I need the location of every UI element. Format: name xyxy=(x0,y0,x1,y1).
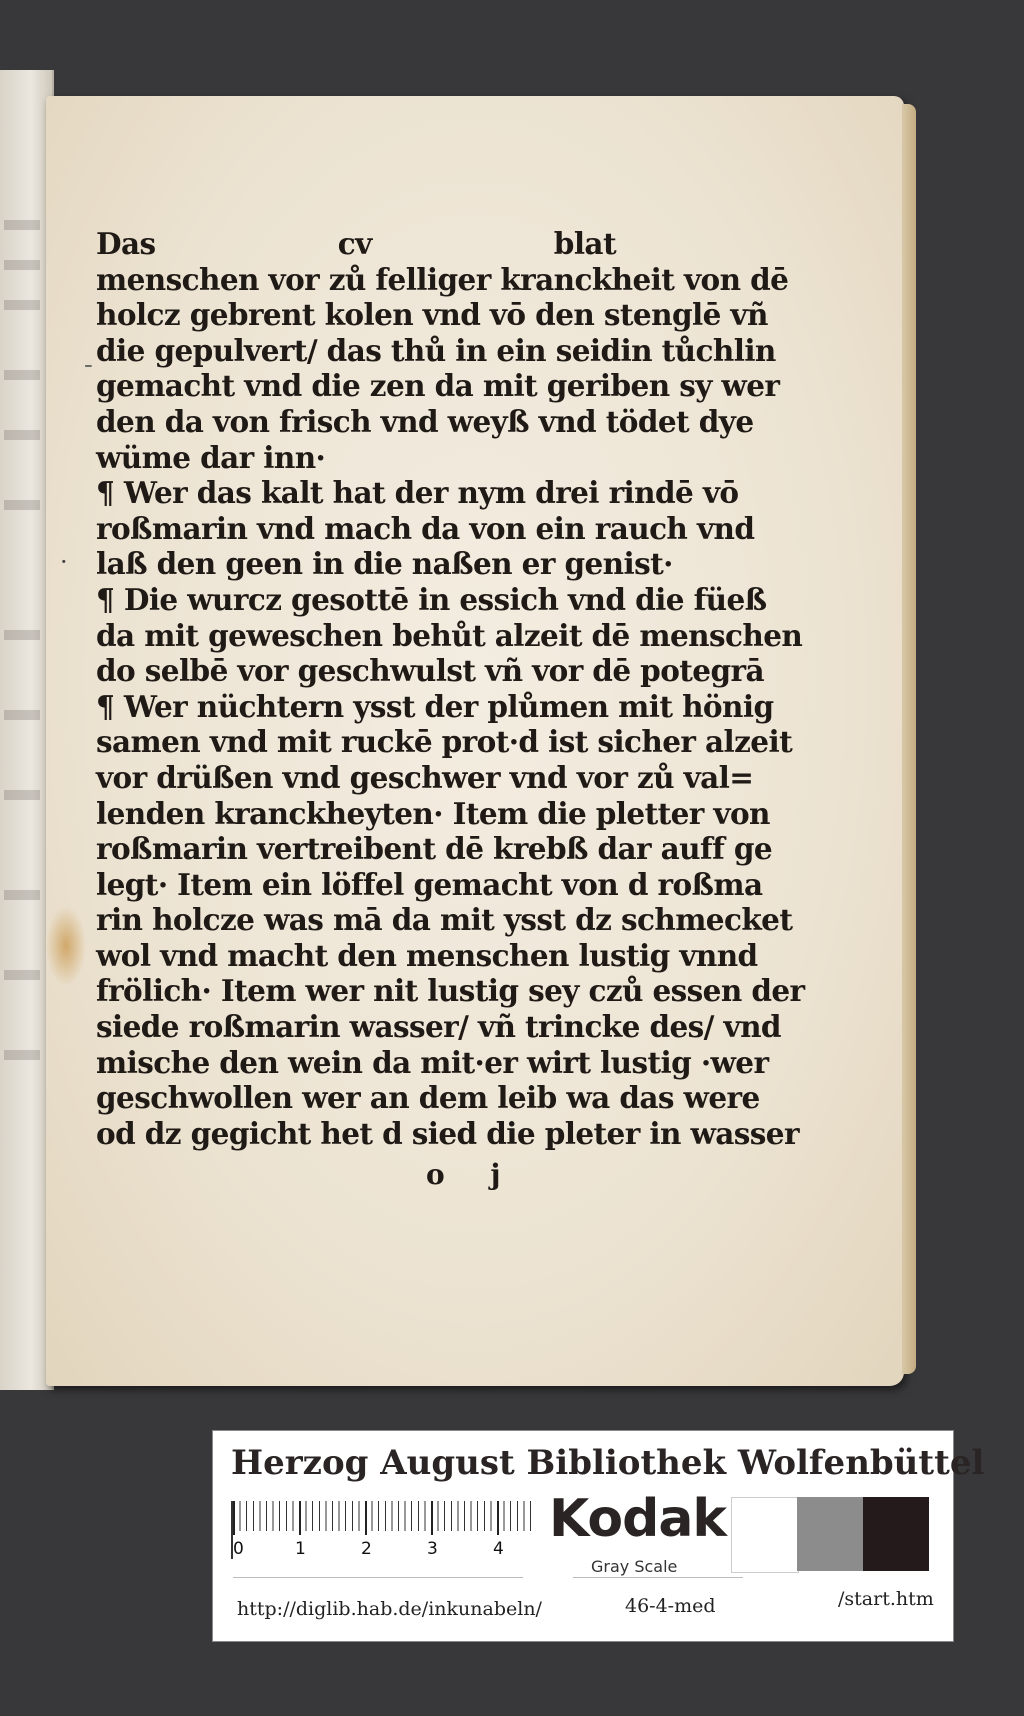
ruler-major-tick xyxy=(365,1501,367,1535)
ghost-text xyxy=(4,1050,40,1060)
header-left: Das xyxy=(96,226,156,261)
ghost-text xyxy=(4,220,40,230)
text-line: ¶ Wer das kalt hat der nym drei rindē vō xyxy=(96,475,739,511)
text-line: od dz gegicht het d sied die pleter in wasser xyxy=(96,1115,799,1151)
text-line: siede roßmarin wasser/ vñ trincke des/ vnd xyxy=(96,1009,781,1045)
text-line: da mit geweschen behůt alzeit dē menschen xyxy=(96,617,803,653)
ruler-number: 1 xyxy=(295,1539,306,1559)
text-line: ¶ Wer nüchtern ysst der plůmen mit hönig xyxy=(96,688,774,724)
text-line: roßmarin vnd mach da von ein rauch vnd xyxy=(96,510,755,546)
ghost-text xyxy=(4,430,40,440)
ruler-number: 2 xyxy=(361,1539,372,1559)
page-edge xyxy=(902,104,916,1374)
signature-mark: o j xyxy=(426,1158,519,1191)
ghost-text xyxy=(4,630,40,640)
source-url: http://diglib.hab.de/inkunabeln/ xyxy=(237,1598,542,1620)
text-line: mische den wein da mit·er wirt lustig ·wer xyxy=(96,1044,769,1080)
text-line: die gepulvert/ das thů in ein seidin tůchlin xyxy=(96,332,776,368)
book-page xyxy=(46,96,904,1386)
header-center: cv xyxy=(337,226,372,261)
ruler-major-tick xyxy=(299,1501,301,1535)
library-title: Herzog August Bibliothek Wolfenbüttel xyxy=(231,1443,985,1483)
text-line: geschwollen wer an dem leib wa das were xyxy=(96,1080,760,1116)
swatch-black xyxy=(863,1497,929,1571)
gray-scale-label: Gray Scale xyxy=(591,1557,678,1576)
ghost-text xyxy=(4,500,40,510)
text-line: wüme dar inn· xyxy=(96,439,326,475)
ruler-major-tick xyxy=(233,1501,235,1535)
running-header xyxy=(96,226,616,262)
text-line: ¶ Die wurcz gesottē in essich vnd die füeß xyxy=(96,581,767,617)
ghost-text xyxy=(4,970,40,980)
text-line: vor drüßen vnd geschwer vnd vor zů val= xyxy=(96,759,754,795)
page-stain xyxy=(46,906,86,986)
swatch-gray xyxy=(797,1497,863,1571)
ruler-ticks xyxy=(233,1501,533,1531)
ruler-major-tick xyxy=(431,1501,433,1535)
text-line: lenden kranckheyten· Item die pletter von xyxy=(96,795,770,831)
ruler-number: 0 xyxy=(233,1539,244,1559)
text-line: gemacht vnd die zen da mit geriben sy wer xyxy=(96,368,780,404)
text-line: frölich· Item wer nit lustig sey czů essen der xyxy=(96,973,805,1009)
kodak-logo: Kodak xyxy=(549,1489,726,1549)
ghost-text xyxy=(4,300,40,310)
divider xyxy=(233,1577,523,1578)
swatch-white xyxy=(731,1497,799,1573)
text-line: laß den geen in die naßen er genist· xyxy=(96,546,673,582)
text-line: rin holcze was mā da mit ysst dz schmecket xyxy=(96,902,793,938)
text-line: roßmarin vertreibent dē krebß dar auff ge xyxy=(96,831,773,867)
page-text xyxy=(96,226,805,1151)
text-line: legt· Item ein löffel gemacht von d roßma xyxy=(96,866,763,902)
ghost-text xyxy=(4,370,40,380)
ruler-number: 3 xyxy=(427,1539,438,1559)
ruler-major-tick xyxy=(497,1501,499,1535)
text-line: samen vnd mit ruckē prot·d ist sicher alzeit xyxy=(96,724,793,760)
margin-mark: · xyxy=(60,548,68,576)
ghost-text xyxy=(4,890,40,900)
ghost-text xyxy=(4,790,40,800)
text-line: holcz gebrent kolen vnd vō den stenglē vñ xyxy=(96,297,768,333)
divider xyxy=(573,1577,743,1578)
text-line: den da von frisch vnd weyß vnd tödet dye xyxy=(96,403,754,439)
ruler-number: 4 xyxy=(493,1539,504,1559)
ghost-text xyxy=(4,710,40,720)
header-right: blat xyxy=(553,226,616,261)
margin-mark: - xyxy=(84,350,93,380)
shelfmark: 46-4-med xyxy=(625,1595,716,1617)
color-target-card xyxy=(212,1430,985,1642)
text-line: wol vnd macht den menschen lustig vnnd xyxy=(96,937,758,973)
start-page: /start.htm xyxy=(838,1588,934,1610)
ruler xyxy=(231,1501,533,1559)
text-line: menschen vor zů felliger kranckheit von dē xyxy=(96,261,789,297)
ghost-text xyxy=(4,260,40,270)
text-line: do selbē vor geschwulst vñ vor dē potegrā xyxy=(96,653,764,689)
